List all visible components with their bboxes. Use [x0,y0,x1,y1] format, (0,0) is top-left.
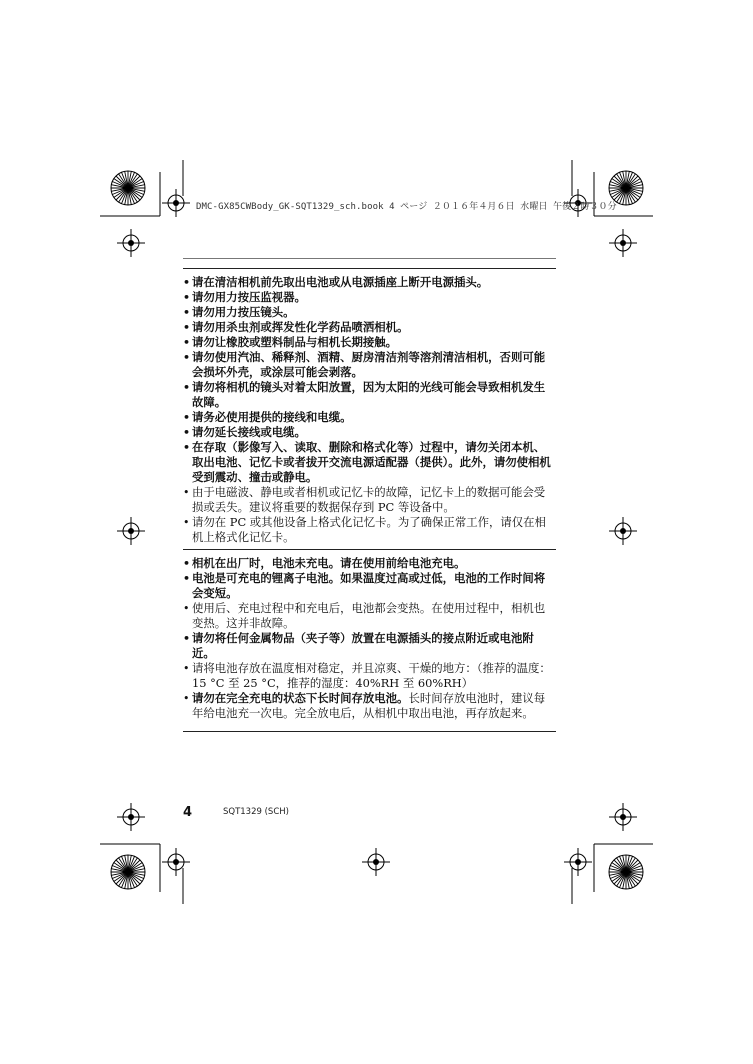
storage-warning-bold: 请勿在完全充电的状态下长时间存放电池。 [192,691,409,705]
page-number: 4 [183,805,193,820]
storage-warning-detail: 长时间存放电池时，建议每年给电池充一次电。完全放电后，从相机中取出电池，再存放起来。 [192,691,546,720]
bottom-rule [183,731,556,732]
top-rule [183,258,556,259]
list-item: • 使用后、充电过程中和充电后，电池都会变热。在使用过程中，相机也变热。这并非故障。 [183,601,556,631]
list-item: • 请勿用杀虫剂或挥发性化学药品喷洒相机。 [183,320,556,335]
list-item: • 请将电池存放在温度相对稳定，并且凉爽、干燥的地方：（推荐的温度：15 °C 至 25 °C，推荐的湿度：40%RH 至 60%RH） [183,661,556,691]
list-item: • 相机在出厂时，电池未充电。请在使用前给电池充电。 [183,556,556,571]
list-item: • 电池是可充电的锂离子电池。如果温度过高或过低，电池的工作时间将会变短。 [183,571,556,601]
model-code: SQT1329 (SCH) [223,807,289,817]
page-content [183,258,556,732]
list-item: • 请勿在 PC 或其他设备上格式化记忆卡。为了确保正常工作，请仅在相机上格式化记忆卡。 [183,515,556,545]
list-item: • 请勿用力按压镜头。 [183,305,556,320]
care-list [183,275,556,545]
section-camera-care [183,269,556,549]
battery-list [183,556,556,721]
list-item: • 请勿将任何金属物品（夹子等）放置在电源插头的接点附近或电池附近。 [183,631,556,661]
list-item: • 在存取（影像写入、读取、删除和格式化等）过程中，请勿关闭本机、取出电池、记忆卡或者拔开交流电源适配器（提供）。此外，请勿使相机受到震动、撞击或静电。 [183,440,556,485]
list-item-storage [183,691,556,721]
list-item: • 请勿将相机的镜头对着太阳放置，因为太阳的光线可能会导致相机发生故障。 [183,380,556,410]
list-item: • 请务必使用提供的接线和电缆。 [183,410,556,425]
print-header: DMC-GX85CWBody_GK-SQT1329_sch.book 4 ページ ２０１６年４月６日 水曜日 午後２時３０分 [196,202,617,212]
list-item: • 请在清洁相机前先取出电池或从电源插座上断开电源插头。 [183,275,556,290]
list-item: • 请勿让橡胶或塑料制品与相机长期接触。 [183,335,556,350]
list-item: • 请勿延长接线或电缆。 [183,425,556,440]
list-item: • 请勿用力按压监视器。 [183,290,556,305]
list-item: • 由于电磁波、静电或者相机或记忆卡的故障，记忆卡上的数据可能会受损或丢失。建议将重要的数据保存到 PC 等设备中。 [183,485,556,515]
list-item: • 请勿使用汽油、稀释剂、酒精、厨房清洁剂等溶剂清洁相机，否则可能会损坏外壳，或涂层可能会剥落。 [183,350,556,380]
section-battery [183,550,556,731]
